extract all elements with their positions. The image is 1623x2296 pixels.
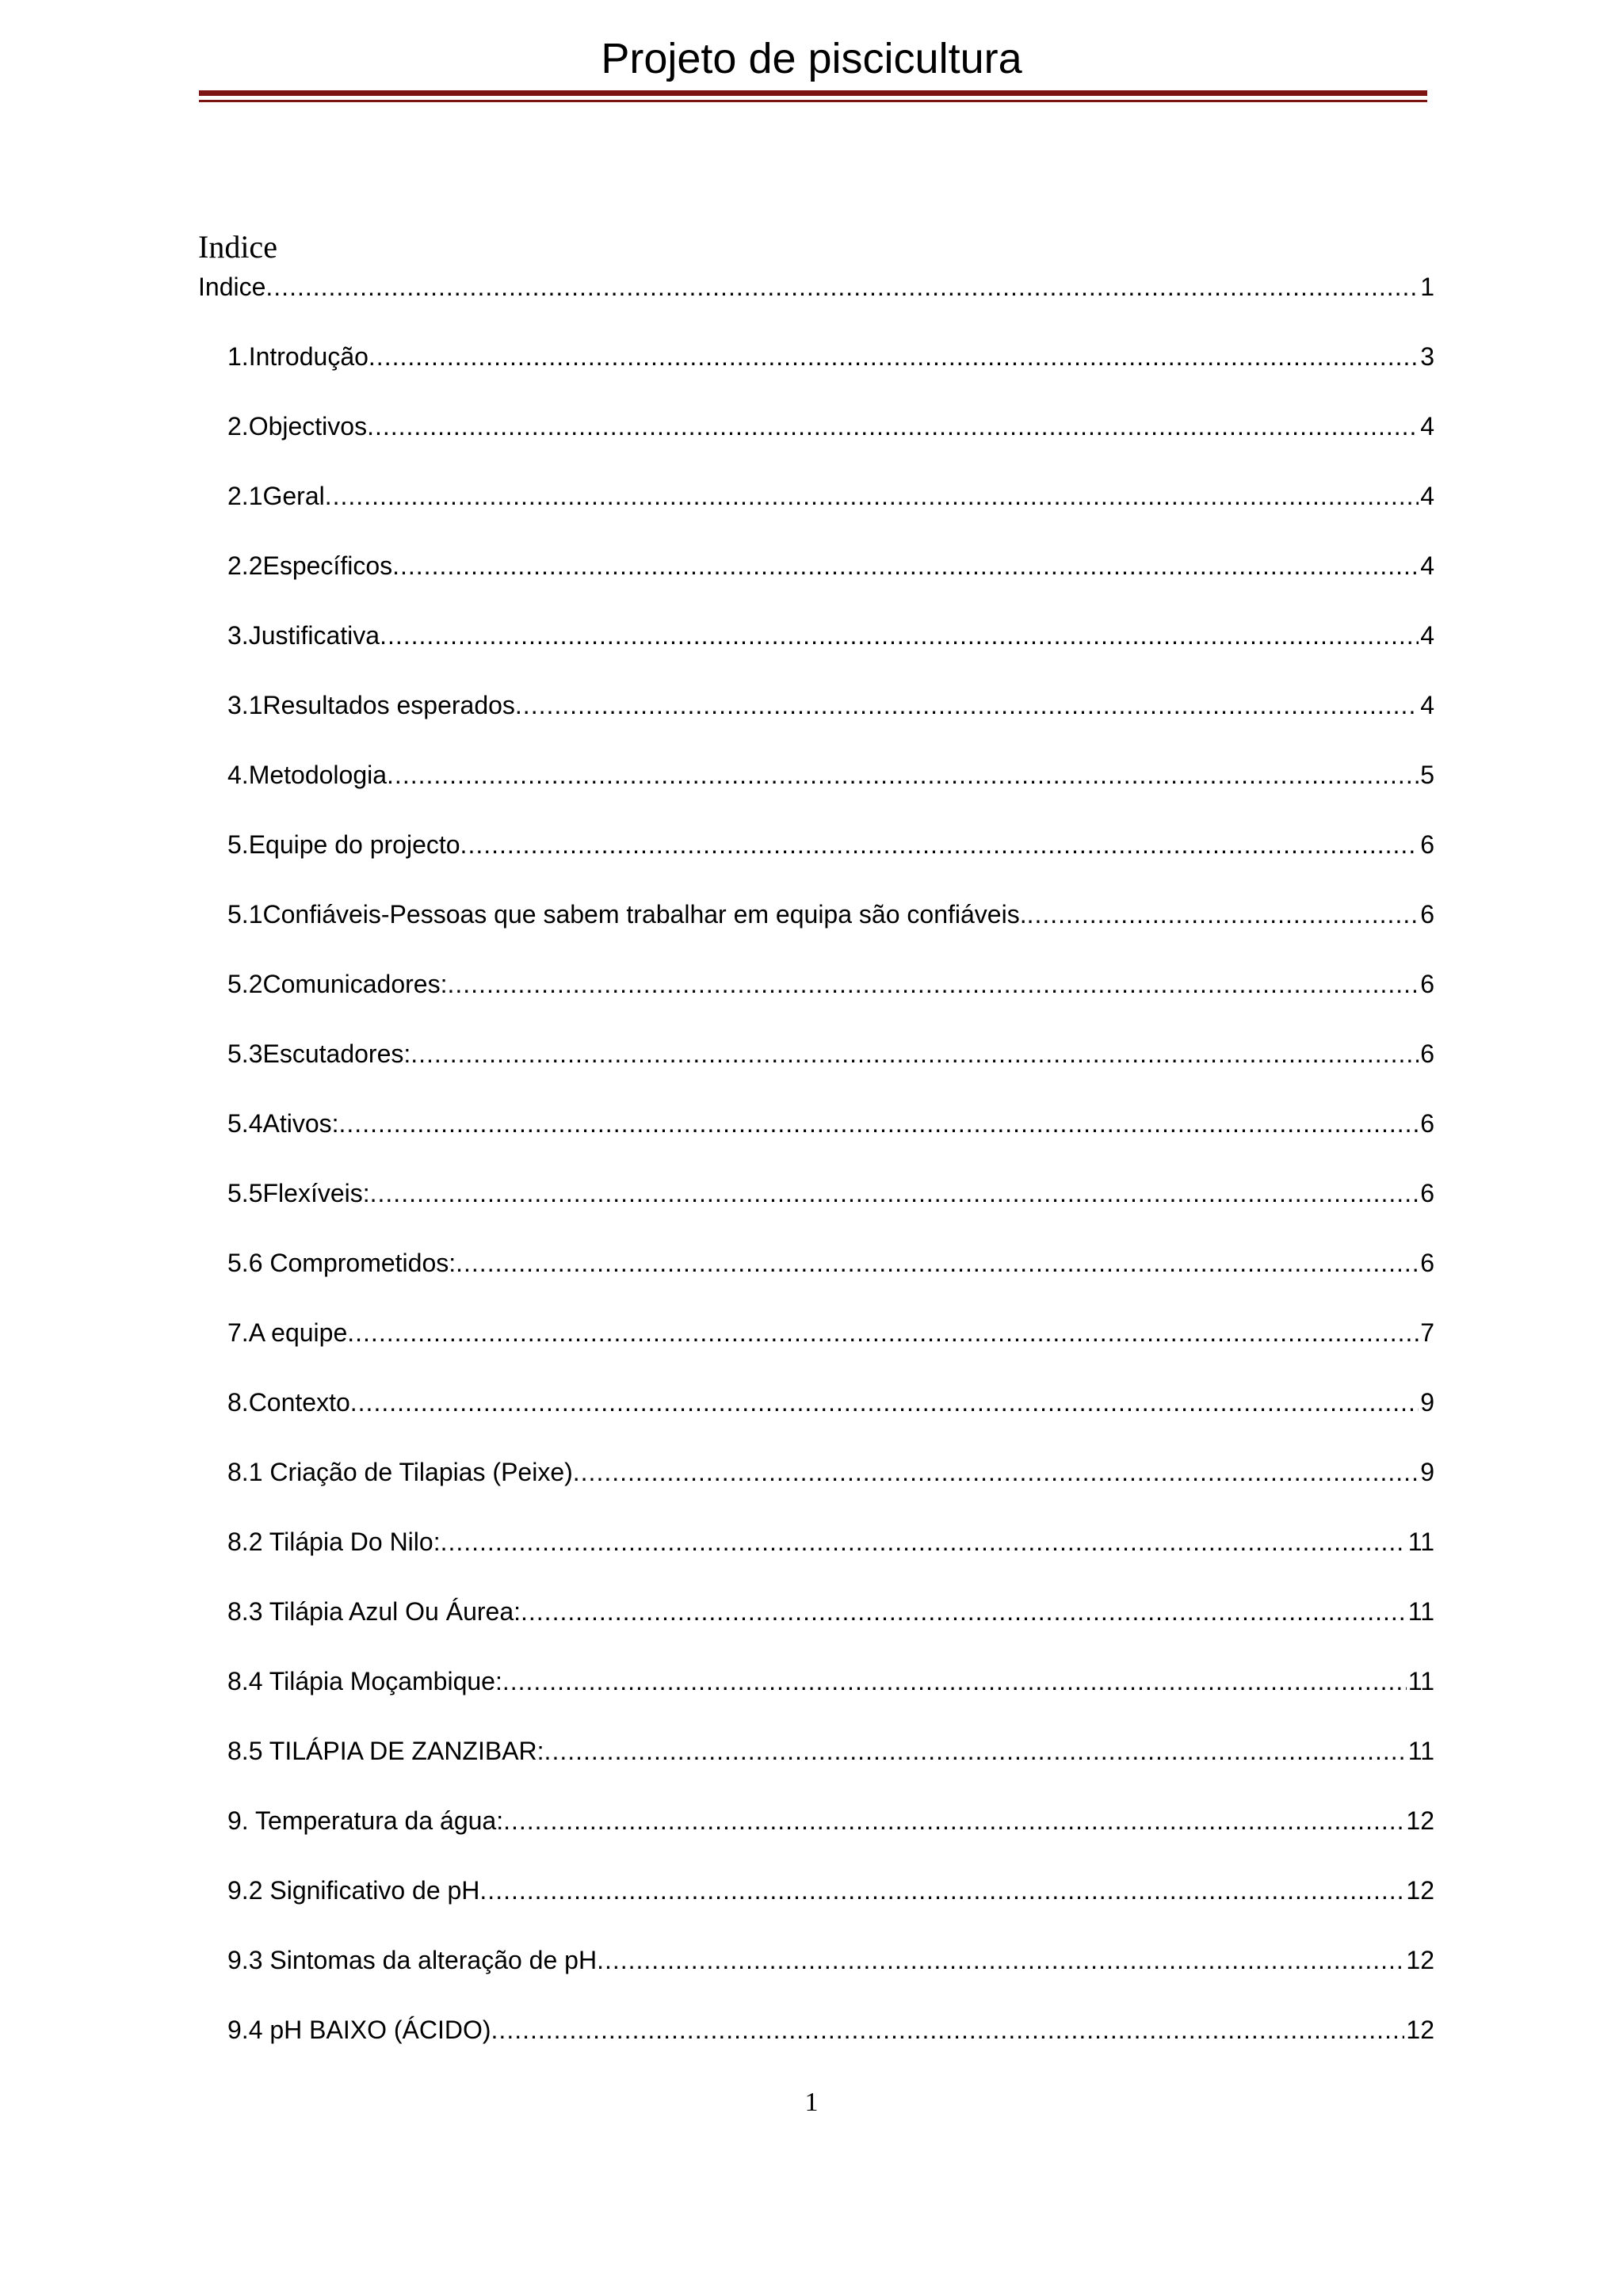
toc-leader-dots <box>441 1523 1407 1561</box>
toc-leader-dots <box>515 686 1419 724</box>
toc-entry-page: 1 <box>1420 273 1434 301</box>
toc-leader-dots <box>350 1383 1419 1421</box>
toc-leader-dots <box>456 1244 1419 1282</box>
toc-leader-dots <box>479 1871 1404 1909</box>
toc-entry-page: 7 <box>1420 1318 1434 1347</box>
toc-leader-dots <box>573 1453 1419 1491</box>
toc-entry-label: 8.4 Tilápia Moçambique: <box>227 1667 502 1695</box>
toc-entry-page: 6 <box>1420 1249 1434 1277</box>
toc-leader-dots <box>367 407 1419 445</box>
toc-entry-label: 2.1Geral <box>227 482 325 510</box>
toc-leader-dots <box>597 1941 1404 1979</box>
toc-leader-dots <box>544 1732 1407 1770</box>
toc-entry[interactable] <box>227 547 1434 585</box>
toc-entry-label: 5.3Escutadores: <box>227 1039 411 1068</box>
toc-entry-page: 4 <box>1420 551 1434 580</box>
toc-entry-label: 4.Metodologia <box>227 761 388 789</box>
toc-entry[interactable] <box>227 1523 1434 1561</box>
toc-entry[interactable] <box>227 1453 1434 1491</box>
toc-leader-dots <box>387 756 1419 794</box>
toc-entry-page: 12 <box>1406 2016 1434 2044</box>
toc-entry-label: 7.A equipe <box>227 1318 348 1347</box>
toc-entry-label: 2.Objectivos <box>227 412 368 441</box>
toc-entry-page: 9 <box>1420 1388 1434 1417</box>
toc-leader-dots <box>392 547 1419 585</box>
toc-leader-dots <box>521 1592 1407 1630</box>
toc-entry-label: 9.3 Sintomas da alteração de pH <box>227 1946 598 1974</box>
toc-entry[interactable] <box>227 477 1434 515</box>
toc-leader-dots <box>491 2011 1405 2049</box>
toc-entry-page: 9 <box>1420 1458 1434 1486</box>
toc-entry-page: 6 <box>1420 900 1434 929</box>
toc-entry[interactable] <box>227 407 1434 445</box>
toc-entry-label: 5.5Flexíveis: <box>227 1179 370 1207</box>
toc-entry[interactable] <box>227 1871 1434 1909</box>
toc-entry-page: 11 <box>1407 1597 1434 1626</box>
toc-entry[interactable] <box>227 338 1434 376</box>
toc-entry-page: 6 <box>1420 830 1434 859</box>
toc-entry[interactable] <box>227 616 1434 654</box>
toc-leader-dots <box>265 268 1419 306</box>
toc-entry[interactable] <box>227 756 1434 794</box>
toc-entry-label: 8.Contexto <box>227 1388 350 1417</box>
toc-entry-page: 6 <box>1420 1109 1434 1138</box>
toc-heading: Indice <box>198 229 277 265</box>
toc-leader-dots <box>370 1174 1419 1212</box>
toc-entry-page: 12 <box>1406 1806 1434 1835</box>
toc-entry-page: 5 <box>1420 761 1434 789</box>
page-title: Projeto de piscicultura <box>601 35 1022 82</box>
toc-leader-dots <box>411 1035 1419 1073</box>
toc-leader-dots <box>503 1802 1404 1840</box>
toc-entry-label: 9.4 pH BAIXO (ÁCIDO) <box>227 2016 491 2044</box>
toc-entry-page: 3 <box>1420 342 1434 371</box>
toc-entry-label: 5.Equipe do projecto <box>227 830 460 859</box>
toc-entry-label: 8.3 Tilápia Azul Ou Áurea: <box>227 1597 521 1626</box>
toc-entry-page: 11 <box>1407 1737 1434 1765</box>
toc-entry[interactable] <box>198 268 1434 306</box>
toc-entry[interactable] <box>227 1941 1434 1979</box>
toc-entry-label: 3.1Resultados esperados <box>227 691 515 719</box>
toc-entry-label: 8.2 Tilápia Do Nilo: <box>227 1527 441 1556</box>
toc-entry-page: 6 <box>1420 1039 1434 1068</box>
toc-entry[interactable] <box>227 1732 1434 1770</box>
toc-entry[interactable] <box>227 1662 1434 1700</box>
toc-entry[interactable] <box>227 1314 1434 1352</box>
toc-leader-dots <box>447 965 1419 1003</box>
toc-entry[interactable] <box>227 2011 1434 2049</box>
toc-entry-label: 9. Temperatura da água: <box>227 1806 504 1835</box>
toc-entry[interactable] <box>227 1592 1434 1630</box>
toc-entry[interactable] <box>227 1802 1434 1840</box>
toc-entry-label: 5.4Ativos: <box>227 1109 339 1138</box>
toc-entry-page: 6 <box>1420 970 1434 998</box>
toc-leader-dots <box>325 477 1419 515</box>
toc-entry-label: 5.2Comunicadores: <box>227 970 448 998</box>
header-divider-thick <box>199 90 1427 96</box>
toc-entry-page: 11 <box>1407 1527 1434 1556</box>
toc-entry-page: 4 <box>1420 621 1434 650</box>
toc-entry[interactable] <box>227 1383 1434 1421</box>
toc-leader-dots <box>339 1104 1419 1142</box>
toc-leader-dots <box>347 1314 1419 1352</box>
header-divider-thin <box>199 100 1427 102</box>
toc-entry-page: 4 <box>1420 412 1434 441</box>
toc-entry-page: 4 <box>1420 691 1434 719</box>
toc-entry[interactable] <box>227 1244 1434 1282</box>
toc-entry-label: 8.5 TILÁPIA DE ZANZIBAR: <box>227 1737 544 1765</box>
toc-entry-label: 5.6 Comprometidos: <box>227 1249 456 1277</box>
toc-entry-label: 9.2 Significativo de pH <box>227 1876 480 1905</box>
toc-entry[interactable] <box>227 1104 1434 1142</box>
toc-entry-page: 11 <box>1407 1667 1434 1695</box>
toc-entry[interactable] <box>227 895 1434 933</box>
toc-entry[interactable] <box>227 826 1434 864</box>
toc-entry-page: 12 <box>1406 1876 1434 1905</box>
toc-leader-dots <box>502 1662 1407 1700</box>
toc-entry[interactable] <box>227 1035 1434 1073</box>
toc-entry-page: 6 <box>1420 1179 1434 1207</box>
toc-entry-label: 3.Justificativa <box>227 621 380 650</box>
toc-leader-dots <box>369 338 1419 376</box>
toc-leader-dots <box>460 826 1419 864</box>
toc-entry[interactable] <box>227 1174 1434 1212</box>
toc-leader-dots <box>380 616 1419 654</box>
toc-entry-label: Indice <box>198 273 266 301</box>
toc-entry[interactable] <box>227 686 1434 724</box>
toc-entry-page: 4 <box>1420 482 1434 510</box>
toc-entry-label: 8.1 Criação de Tilapias (Peixe) <box>227 1458 573 1486</box>
page-number: 1 <box>804 2088 819 2117</box>
toc-entry-label: 5.1Confiáveis-Pessoas que sabem trabalhar em equipa são confiáveis. <box>227 900 1027 929</box>
toc-leader-dots <box>1027 895 1419 933</box>
toc-entry-page: 12 <box>1406 1946 1434 1974</box>
toc-entry-label: 2.2Específicos <box>227 551 393 580</box>
toc-entry-label: 1.Introdução <box>227 342 369 371</box>
toc-entry[interactable] <box>227 965 1434 1003</box>
